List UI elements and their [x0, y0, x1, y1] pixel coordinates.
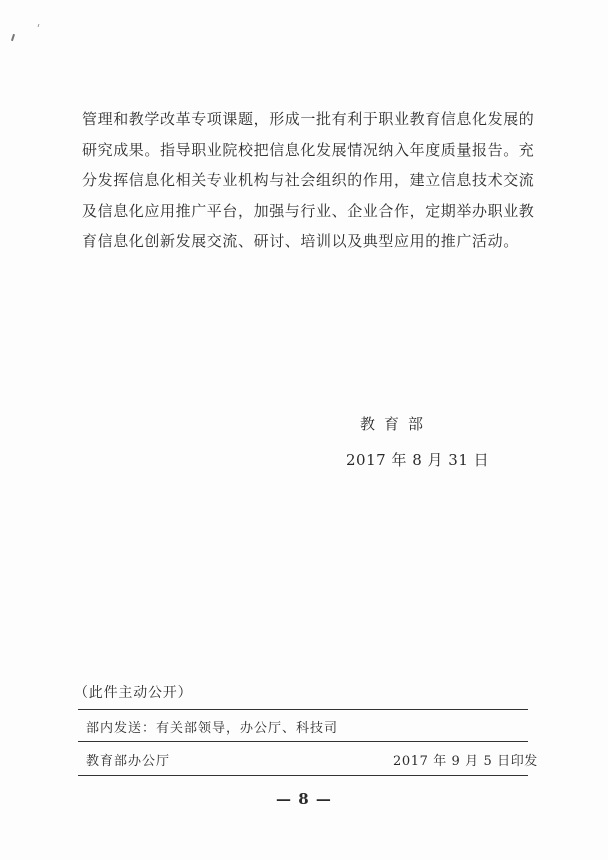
body-line: 及信息化应用推广平台，加强与行业、企业合作，定期举办职业教: [82, 201, 535, 220]
body-line: 研究成果。指导职业院校把信息化发展情况纳入年度质量报告。充: [82, 140, 535, 159]
issuing-office: 教育部办公厅: [86, 754, 171, 769]
body-paragraph: [82, 104, 535, 257]
distribution-list: 部内发送：有关部领导，办公厅、科技司: [86, 721, 339, 736]
scan-speck: [38, 24, 40, 27]
disclosure-note: （此件主动公开）: [74, 685, 193, 701]
divider-top: [78, 709, 528, 710]
body-line: 育信息化创新发展交流、研讨、培训以及典型应用的推广活动。: [82, 232, 519, 250]
page-number: — 8 —: [276, 790, 332, 808]
issue-date: 2017 年 8 月 31 日: [346, 451, 490, 469]
issuing-authority-signature: 教育部: [360, 415, 433, 433]
body-line: 分发挥信息化相关专业机构与社会组织的作用，建立信息技术交流: [82, 171, 535, 189]
divider-middle: [78, 741, 528, 742]
print-date: 2017 年 9 月 5 日印发: [393, 754, 538, 769]
body-line: 管理和教学改革专项课题，形成一批有利于职业教育信息化发展的: [82, 110, 535, 128]
divider-bottom: [78, 775, 528, 776]
scan-speck: [11, 34, 15, 41]
